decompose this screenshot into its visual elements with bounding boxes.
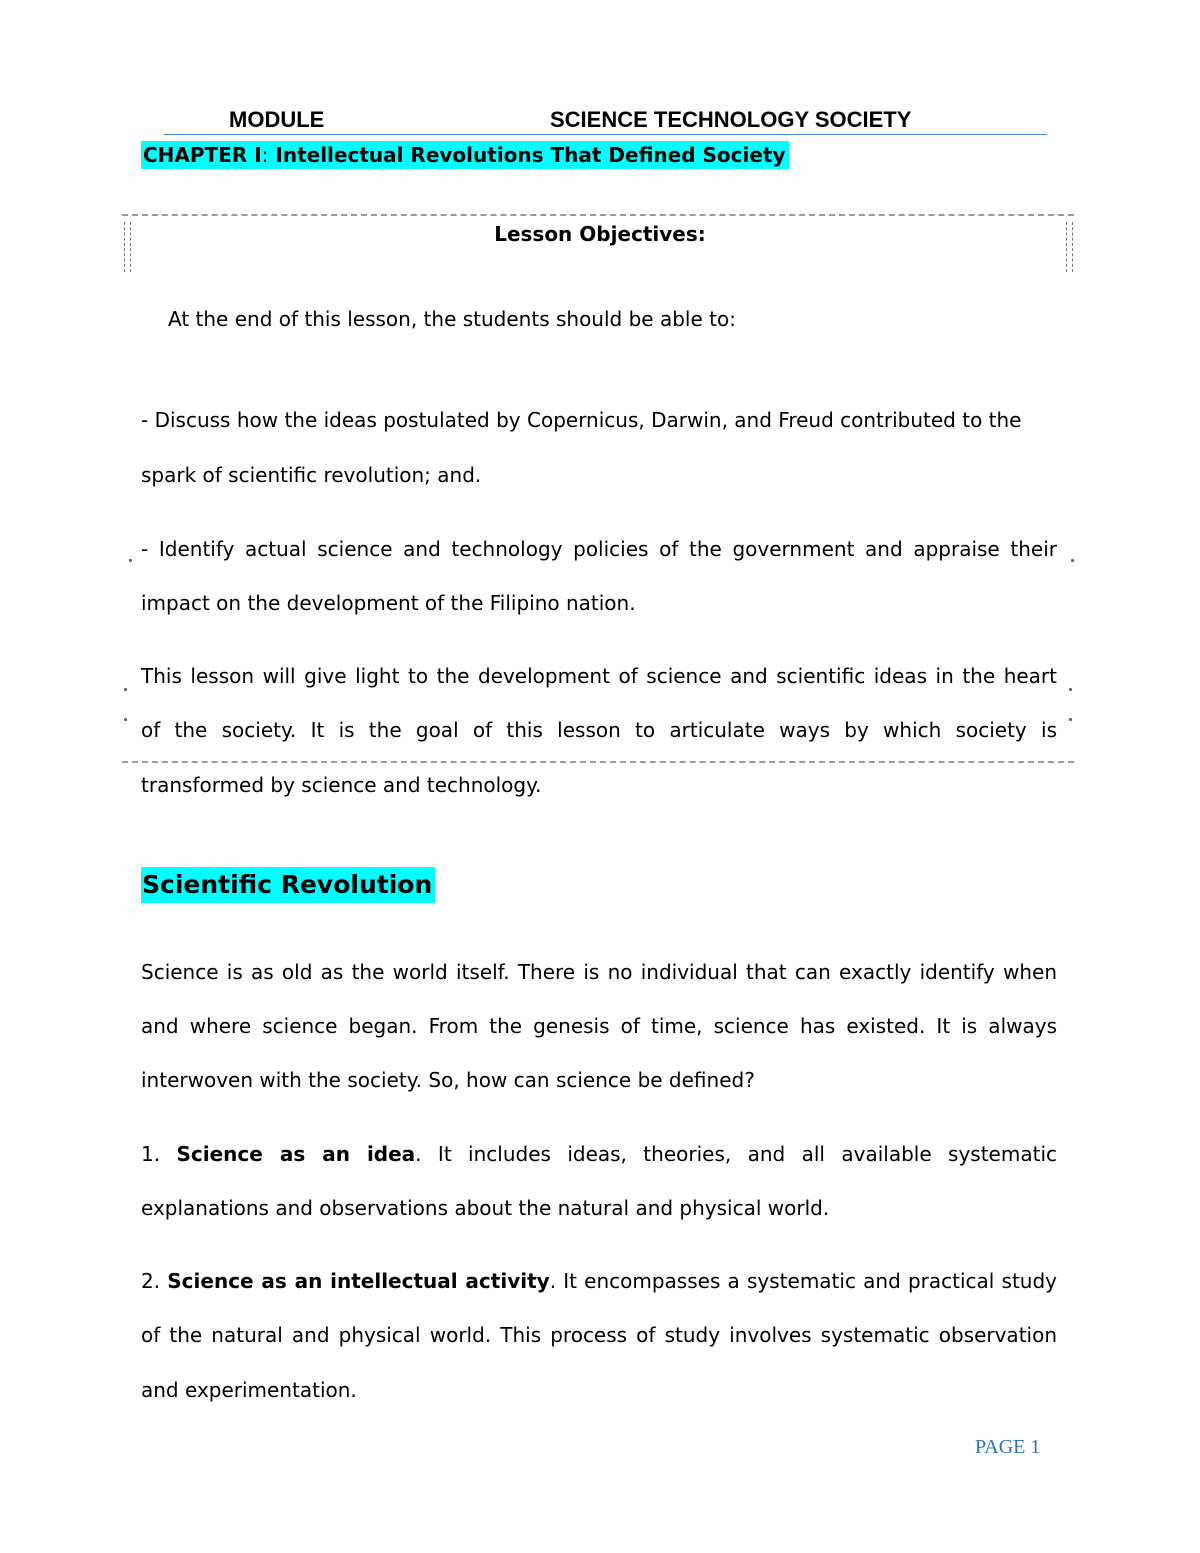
chapter-heading xyxy=(141,141,789,169)
definition-2-line-2: of the natural and physical world. This process of study involves systematic observation xyxy=(141,1323,1057,1347)
box-marker-right xyxy=(1069,688,1072,691)
box-marker-left xyxy=(124,688,127,691)
objectives-intro: At the end of this lesson, the students should be able to: xyxy=(168,307,736,331)
course-title: SCIENCE TECHNOLOGY SOCIETY xyxy=(550,107,912,132)
section-title: Scientific Revolution xyxy=(141,867,435,903)
summary-line-2: of the society. It is the goal of this lesson to articulate ways by which society is xyxy=(141,718,1057,742)
objectives-title: Lesson Objectives: xyxy=(494,222,706,246)
chapter-separator: : xyxy=(261,143,269,167)
definition-number: 2. xyxy=(141,1269,161,1293)
intro-para-line-3: interwoven with the society. So, how can science be defined? xyxy=(141,1068,755,1092)
header-rule xyxy=(164,134,1047,135)
page-number: PAGE 1 xyxy=(975,1436,1041,1458)
definition-2-line-1 xyxy=(141,1267,1057,1295)
summary-line-3: transformed by science and technology. xyxy=(141,773,542,797)
definition-text: . It includes ideas, theories, and all available systematic xyxy=(415,1142,1057,1166)
definition-term: Science as an intellectual activity xyxy=(167,1269,550,1293)
box-marker-left xyxy=(124,718,127,721)
box-marker-right xyxy=(1069,718,1072,721)
summary-line-1: This lesson will give light to the development of science and scientific ideas in the heart xyxy=(141,664,1057,688)
objective-1-line-2: spark of scientific revolution; and. xyxy=(141,463,482,487)
chapter-label: CHAPTER I xyxy=(143,143,262,167)
objective-2-line-2: impact on the development of the Filipino nation. xyxy=(141,591,636,615)
objective-2-line-1: - Identify actual science and technology policies of the government and appraise their xyxy=(141,537,1057,561)
intro-para-line-2: and where science began. From the genesis of time, science has existed. It is always xyxy=(141,1014,1057,1038)
chapter-title: Intellectual Revolutions That Defined Society xyxy=(268,143,786,167)
objective-1-line-1: - Discuss how the ideas postulated by Copernicus, Darwin, and Freud contributed to the xyxy=(141,408,1022,432)
definition-text: . It encompasses a systematic and practical study xyxy=(549,1269,1057,1293)
intro-para-line-1: Science is as old as the world itself. There is no individual that can exactly identify when xyxy=(141,960,1057,984)
definition-1-line-1 xyxy=(141,1140,1057,1168)
definition-2-line-3: and experimentation. xyxy=(141,1378,357,1402)
definition-number: 1. xyxy=(141,1142,161,1166)
module-label: MODULE xyxy=(229,107,325,132)
box-marker-left xyxy=(129,559,132,562)
definition-term: Science as an idea xyxy=(176,1142,416,1166)
definition-1-line-2: explanations and observations about the natural and physical world. xyxy=(141,1196,830,1220)
box-marker-right xyxy=(1071,559,1074,562)
